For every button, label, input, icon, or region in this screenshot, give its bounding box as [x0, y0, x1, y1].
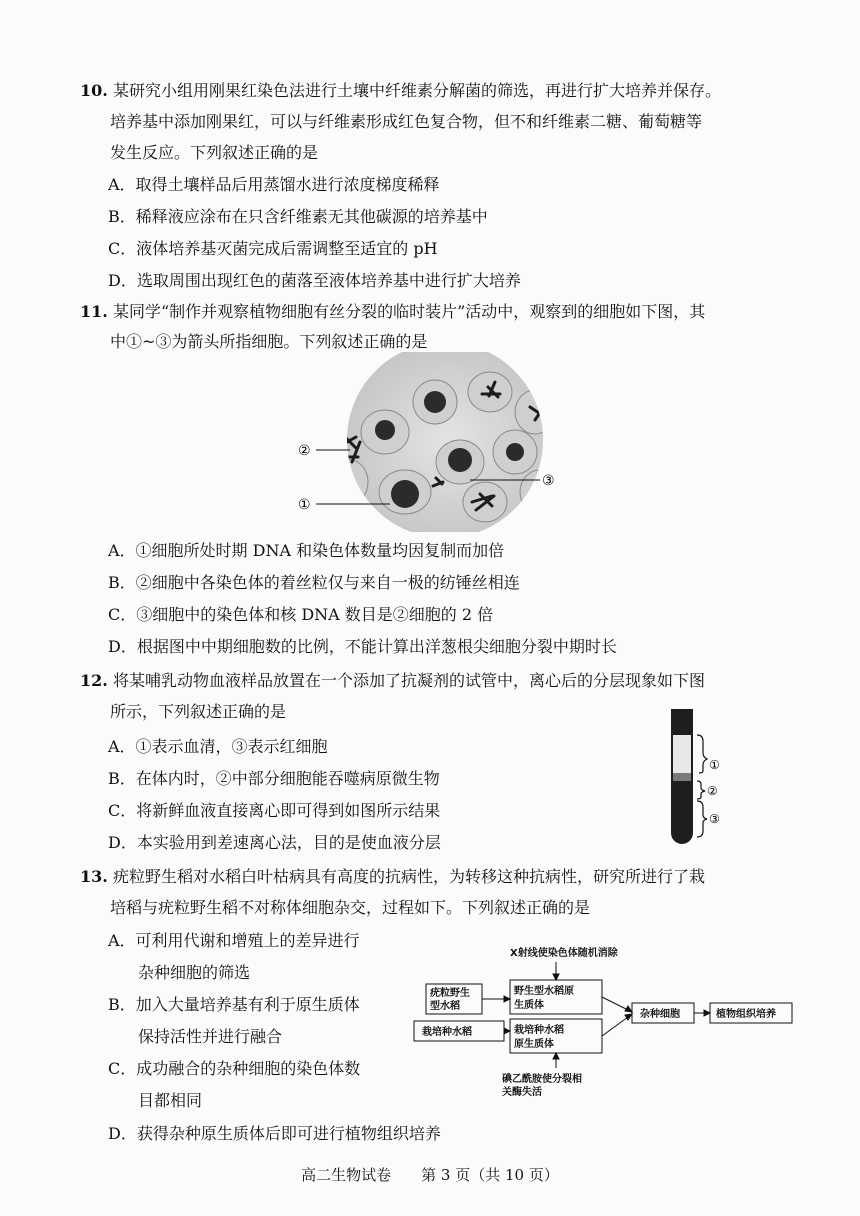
- q12-stem-line-2: 所示，下列叙述正确的是: [110, 702, 287, 721]
- tube-label-2: ②: [707, 784, 718, 798]
- label-1: ①: [298, 497, 311, 513]
- q13-stem-text-1: 疣粒野生稻对水稻白叶枯病具有高度的抗病性，为转移这种抗病性，研究所进行了栽: [112, 867, 705, 886]
- q11-option-b: B．②细胞中各染色体的着丝粒仅与来自一极的纺锤丝相连: [108, 573, 520, 592]
- tube-label-3: ③: [709, 812, 720, 826]
- q13-option-b: B．加入大量培养基有利于原生质体: [108, 995, 360, 1014]
- q13-option-a-cont: 杂种细胞的筛选: [138, 963, 251, 982]
- q10-option-c: C．液体培养基灭菌完成后需调整至适宜的 pH: [108, 239, 438, 258]
- q13-option-a: A．可利用代谢和增殖上的差异进行: [108, 931, 360, 950]
- iodo-label-2: 关酶失活: [502, 1087, 542, 1098]
- wild-rice-label-1: 疣粒野生: [430, 988, 470, 999]
- cult-protoplast-label-1: 栽培种水稻: [514, 1025, 564, 1036]
- hybrid-cell-label: 杂种细胞: [640, 1009, 680, 1020]
- q10-stem-line-2: 培养基中添加刚果红，可以与纤维素形成红色复合物，但不和纤维素二糖、葡萄糖等: [110, 112, 703, 131]
- q12-option-d: D．本实验用到差速离心法，目的是使血液分层: [108, 833, 441, 852]
- tube-layer-plasma: [673, 735, 691, 773]
- q12-number: 12.: [80, 671, 108, 690]
- q11-stem-line-2: 中①~③为箭头所指细胞。下列叙述正确的是: [110, 332, 428, 351]
- q10-stem-line-1: [80, 80, 721, 102]
- cultivated-rice-label: 栽培种水稻: [422, 1027, 472, 1038]
- q13-number: 13.: [80, 867, 108, 886]
- bracket-3: [697, 801, 707, 837]
- q11-option-d: D．根据图中中期细胞数的比例，不能计算出洋葱根尖细胞分裂中期时长: [108, 637, 617, 656]
- q10-option-d: D．选取周围出现红色的菌落至液体培养基中进行扩大培养: [108, 271, 521, 290]
- wild-rice-label-2: 型水稻: [430, 1001, 460, 1012]
- q12-option-c: C．将新鲜血液直接离心即可得到如图所示结果: [108, 801, 441, 820]
- cult-protoplast-label-2: 原生质体: [514, 1039, 554, 1050]
- q13-stem-line-1: [80, 866, 705, 888]
- q12-option-b: B．在体内时，②中部分细胞能吞噬病原微生物: [108, 769, 440, 788]
- q11-stem-line-1: [80, 301, 705, 323]
- q12-stem-text-1: 将某哺乳动物血液样品放置在一个添加了抗凝剂的试管中，离心后的分层现象如下图: [112, 671, 705, 690]
- q11-option-a: A．①细胞所处时期 DNA 和染色体数量均因复制而加倍: [108, 541, 505, 560]
- q11-micrograph-figure: [290, 352, 570, 532]
- q11-option-c: C．③细胞中的染色体和核 DNA 数目是②细胞的 2 倍: [108, 605, 494, 624]
- q12-stem-line-1: [80, 670, 705, 692]
- tube-layer-buffy: [673, 773, 691, 781]
- wild-protoplast-label-2: 生质体: [514, 1000, 544, 1011]
- q12-test-tube-figure: [665, 705, 735, 845]
- q10-stem-text-1: 某研究小组用刚果红染色法进行土壤中纤维素分解菌的筛选，再进行扩大培养并保存。: [112, 81, 721, 100]
- q10-stem-line-3: 发生反应。下列叙述正确的是: [110, 143, 319, 162]
- q10-number: 10.: [80, 81, 108, 100]
- page-footer: 高二生物试卷 第 3 页（共 10 页）: [301, 1166, 559, 1184]
- q13-option-c-cont: 目都相同: [138, 1091, 203, 1110]
- bracket-2: [697, 781, 705, 799]
- q10-option-a: A．取得土壤样品后用蒸馏水进行浓度梯度稀释: [108, 175, 440, 194]
- q11-stem-text-1: 某同学“制作并观察植物细胞有丝分裂的临时装片”活动中，观察到的细胞如下图，其: [112, 302, 706, 321]
- q13-option-d: D．获得杂种原生质体后即可进行植物组织培养: [108, 1124, 441, 1143]
- bracket-1: [697, 735, 707, 773]
- q10-option-b: B．稀释液应涂布在只含纤维素无其他碳源的培养基中: [108, 207, 488, 226]
- iodo-label-1: 碘乙酰胺使分裂相: [502, 1074, 582, 1085]
- q13-process-diagram: [410, 940, 800, 1100]
- q12-option-a: A．①表示血清，③表示红细胞: [108, 737, 328, 756]
- q11-number: 11.: [80, 302, 108, 321]
- label-2: ②: [298, 443, 311, 459]
- q13-option-c: C．成功融合的杂种细胞的染色体数: [108, 1059, 361, 1078]
- q13-stem-line-2: 培稻与疣粒野生稻不对称体细胞杂交，过程如下。下列叙述正确的是: [110, 898, 591, 917]
- label-3: ③: [542, 473, 555, 489]
- micrograph-field: [330, 352, 570, 532]
- q13-option-b-cont: 保持活性并进行融合: [138, 1027, 283, 1046]
- tissue-culture-label: 植物组织培养: [716, 1009, 776, 1020]
- wild-protoplast-label-1: 野生型水稻原: [514, 986, 574, 997]
- xray-label: X射线使染色体随机消除: [510, 948, 618, 959]
- tube-label-1: ①: [709, 758, 720, 772]
